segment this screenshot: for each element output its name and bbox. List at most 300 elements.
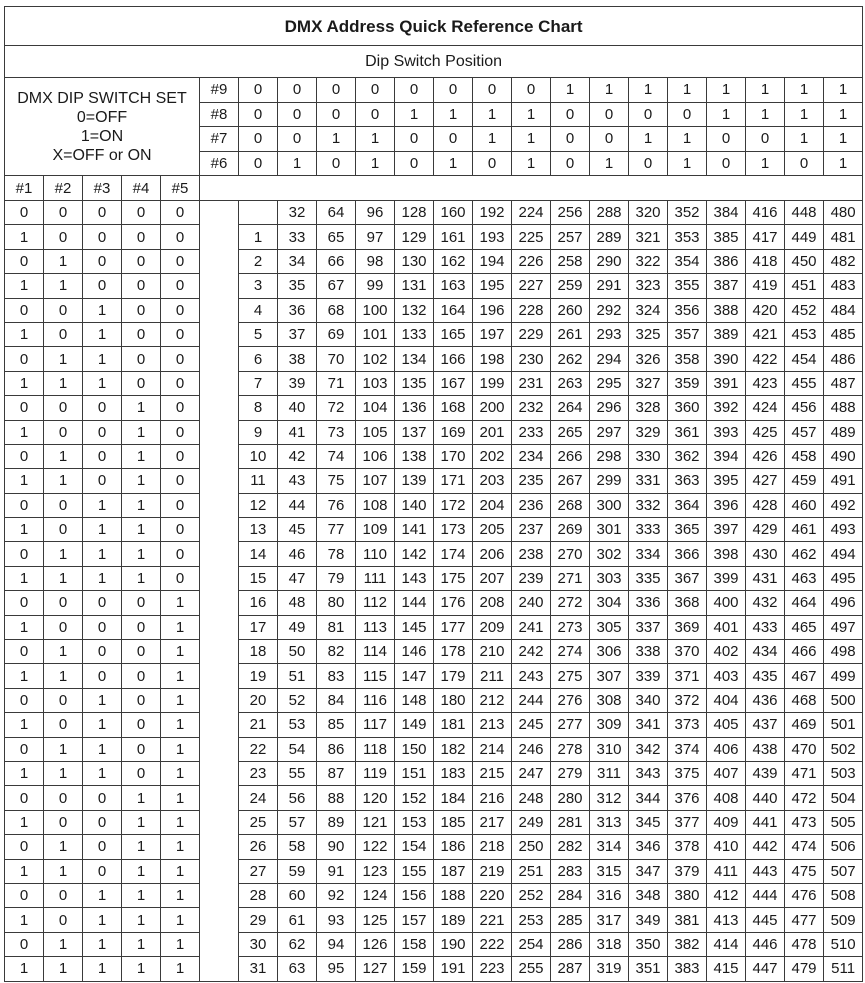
- switch-bit: 1: [5, 810, 44, 834]
- switch-bit: 0: [44, 883, 83, 907]
- address-value: 271: [551, 566, 590, 590]
- address-value: 410: [707, 835, 746, 859]
- switch-bit: 1: [122, 883, 161, 907]
- address-value: 312: [590, 786, 629, 810]
- address-value: 173: [434, 518, 473, 542]
- switch-bit: 1: [161, 835, 200, 859]
- switch-bit: 1: [629, 78, 668, 103]
- address-value: 457: [785, 420, 824, 444]
- switch-bit: 0: [5, 688, 44, 712]
- address-value: 309: [590, 713, 629, 737]
- switch-bit: 0: [5, 298, 44, 322]
- switch-bit: 0: [5, 786, 44, 810]
- address-value: 367: [668, 566, 707, 590]
- switch-bit: 0: [122, 201, 161, 225]
- switch-bit: 0: [83, 274, 122, 298]
- address-value: 143: [395, 566, 434, 590]
- address-value: 418: [746, 249, 785, 273]
- address-value: 80: [317, 591, 356, 615]
- address-value: 263: [551, 371, 590, 395]
- address-value: 354: [668, 249, 707, 273]
- address-value: 293: [590, 322, 629, 346]
- switch-bit: 1: [473, 127, 512, 152]
- switch-bit: 1: [5, 518, 44, 542]
- address-value: 488: [824, 396, 863, 420]
- address-value: 407: [707, 761, 746, 785]
- address-value: 282: [551, 835, 590, 859]
- address-value: 58: [278, 835, 317, 859]
- switch-bit: 0: [122, 225, 161, 249]
- address-value: 24: [239, 786, 278, 810]
- address-value: 324: [629, 298, 668, 322]
- address-value: 160: [434, 201, 473, 225]
- address-value: 507: [824, 859, 863, 883]
- address-value: 510: [824, 932, 863, 956]
- switch-bit: 1: [278, 151, 317, 176]
- switch-bit: 0: [512, 78, 551, 103]
- switch-bit: 0: [83, 591, 122, 615]
- address-value: 125: [356, 908, 395, 932]
- switch-bit: 1: [122, 493, 161, 517]
- switch-bit: 0: [122, 688, 161, 712]
- address-value: 489: [824, 420, 863, 444]
- switch-bit: 0: [161, 322, 200, 346]
- address-value: 338: [629, 640, 668, 664]
- address-value: 434: [746, 640, 785, 664]
- address-value: 339: [629, 664, 668, 688]
- address-value: 178: [434, 640, 473, 664]
- address-value: 391: [707, 371, 746, 395]
- address-value: 239: [512, 566, 551, 590]
- address-value: 395: [707, 469, 746, 493]
- address-value: 275: [551, 664, 590, 688]
- address-value: 17: [239, 615, 278, 639]
- switch-bit: 1: [356, 127, 395, 152]
- address-value: 216: [473, 786, 512, 810]
- switch-bit: 0: [44, 713, 83, 737]
- address-value: 411: [707, 859, 746, 883]
- address-value: 67: [317, 274, 356, 298]
- address-value: 253: [512, 908, 551, 932]
- address-value: 468: [785, 688, 824, 712]
- legend-line1: DMX DIP SWITCH SET: [17, 89, 187, 107]
- switch-bit: 0: [239, 151, 278, 176]
- switch-bit: 0: [83, 615, 122, 639]
- address-value: 486: [824, 347, 863, 371]
- address-value: 474: [785, 835, 824, 859]
- switch-bit: 1: [161, 737, 200, 761]
- address-value: 172: [434, 493, 473, 517]
- address-value: 268: [551, 493, 590, 517]
- address-value: 41: [278, 420, 317, 444]
- address-value: 329: [629, 420, 668, 444]
- address-value: 87: [317, 761, 356, 785]
- switch-bit: 0: [278, 127, 317, 152]
- address-value: 31: [239, 957, 278, 981]
- address-value: 448: [785, 201, 824, 225]
- switch-bit: 0: [5, 932, 44, 956]
- address-value: 138: [395, 444, 434, 468]
- switch-bit: 1: [5, 664, 44, 688]
- address-value: 49: [278, 615, 317, 639]
- address-value: 249: [512, 810, 551, 834]
- switch-bit: 0: [473, 151, 512, 176]
- address-value: 463: [785, 566, 824, 590]
- address-value: 84: [317, 688, 356, 712]
- address-value: 240: [512, 591, 551, 615]
- switch-bit: 0: [122, 761, 161, 785]
- address-value: 33: [278, 225, 317, 249]
- switch-label: #2: [44, 176, 83, 201]
- address-value: 473: [785, 810, 824, 834]
- switch-bit: 1: [122, 566, 161, 590]
- address-value: 128: [395, 201, 434, 225]
- address-value: 462: [785, 542, 824, 566]
- table-row: [5, 566, 863, 590]
- address-value: 210: [473, 640, 512, 664]
- switch-bit: 0: [44, 688, 83, 712]
- table-row: [5, 810, 863, 834]
- address-value: 466: [785, 640, 824, 664]
- address-value: 234: [512, 444, 551, 468]
- switch-label: #7: [200, 127, 239, 152]
- address-value: 48: [278, 591, 317, 615]
- address-value: 153: [395, 810, 434, 834]
- address-value: 177: [434, 615, 473, 639]
- switch-bit: 0: [161, 201, 200, 225]
- address-value: 266: [551, 444, 590, 468]
- table-row: [5, 688, 863, 712]
- switch-bit: 0: [551, 151, 590, 176]
- address-value: 196: [473, 298, 512, 322]
- address-value: 97: [356, 225, 395, 249]
- address-value: 343: [629, 761, 668, 785]
- address-value: 471: [785, 761, 824, 785]
- switch-bit: 0: [44, 298, 83, 322]
- address-value: 108: [356, 493, 395, 517]
- address-value: 170: [434, 444, 473, 468]
- address-value: 470: [785, 737, 824, 761]
- address-value: 400: [707, 591, 746, 615]
- switch-bit: 1: [83, 566, 122, 590]
- address-value: 409: [707, 810, 746, 834]
- address-value: 372: [668, 688, 707, 712]
- switch-bit: 1: [122, 518, 161, 542]
- switch-bit: 0: [5, 835, 44, 859]
- table-row: [5, 420, 863, 444]
- address-value: 412: [707, 883, 746, 907]
- address-value: 394: [707, 444, 746, 468]
- address-value: 151: [395, 761, 434, 785]
- address-value: 475: [785, 859, 824, 883]
- switch-bit: 0: [161, 249, 200, 273]
- address-value: 245: [512, 713, 551, 737]
- table-row: [5, 249, 863, 273]
- address-value: 272: [551, 591, 590, 615]
- address-value: 22: [239, 737, 278, 761]
- address-value: 278: [551, 737, 590, 761]
- switch-bit: 0: [5, 249, 44, 273]
- address-value: 313: [590, 810, 629, 834]
- address-value: 480: [824, 201, 863, 225]
- switch-bit: 0: [83, 201, 122, 225]
- address-value: 431: [746, 566, 785, 590]
- switch-bit: 1: [5, 761, 44, 785]
- address-value: 504: [824, 786, 863, 810]
- address-value: 347: [629, 859, 668, 883]
- address-value: 238: [512, 542, 551, 566]
- address-value: 252: [512, 883, 551, 907]
- switch-bit: 1: [44, 371, 83, 395]
- switch-bit: 1: [83, 957, 122, 981]
- address-value: 120: [356, 786, 395, 810]
- address-value: 353: [668, 225, 707, 249]
- address-value: 320: [629, 201, 668, 225]
- address-value: 199: [473, 371, 512, 395]
- address-value: 484: [824, 298, 863, 322]
- switch-bit: 1: [122, 786, 161, 810]
- address-value: 241: [512, 615, 551, 639]
- address-value: 90: [317, 835, 356, 859]
- switch-bit: 1: [161, 810, 200, 834]
- switch-bit: 1: [44, 932, 83, 956]
- switch-bit: 1: [824, 78, 863, 103]
- address-value: 158: [395, 932, 434, 956]
- address-value: 490: [824, 444, 863, 468]
- table-row: [5, 615, 863, 639]
- switch-bit: 0: [707, 151, 746, 176]
- address-value: 333: [629, 518, 668, 542]
- table-row: [5, 664, 863, 688]
- address-value: 503: [824, 761, 863, 785]
- address-value: 232: [512, 396, 551, 420]
- switch-bit: 0: [83, 664, 122, 688]
- switch-bit: 1: [83, 737, 122, 761]
- address-value: 317: [590, 908, 629, 932]
- switch-bit: 0: [122, 371, 161, 395]
- address-value: 300: [590, 493, 629, 517]
- address-value: 430: [746, 542, 785, 566]
- address-value: 342: [629, 737, 668, 761]
- address-value: 455: [785, 371, 824, 395]
- switch-bit: 1: [317, 127, 356, 152]
- address-value: 29: [239, 908, 278, 932]
- switch-bit: 1: [83, 518, 122, 542]
- switch-bit: 1: [44, 664, 83, 688]
- table-row: [5, 737, 863, 761]
- switch-bit: 1: [83, 347, 122, 371]
- switch-bit: 0: [44, 420, 83, 444]
- address-value: 133: [395, 322, 434, 346]
- switch-bit: 1: [161, 688, 200, 712]
- switch-bit: 1: [5, 274, 44, 298]
- address-value: 499: [824, 664, 863, 688]
- address-value: 421: [746, 322, 785, 346]
- address-value: 369: [668, 615, 707, 639]
- address-value: 141: [395, 518, 434, 542]
- address-value: 387: [707, 274, 746, 298]
- address-value: 89: [317, 810, 356, 834]
- switch-bit: 1: [824, 102, 863, 127]
- address-value: 19: [239, 664, 278, 688]
- address-value: 465: [785, 615, 824, 639]
- address-value: 21: [239, 713, 278, 737]
- address-value: 98: [356, 249, 395, 273]
- address-value: 246: [512, 737, 551, 761]
- address-value: 420: [746, 298, 785, 322]
- switch-bit: 0: [122, 664, 161, 688]
- address-value: 192: [473, 201, 512, 225]
- address-value: 53: [278, 713, 317, 737]
- switch-bit: 1: [122, 469, 161, 493]
- switch-bit: 1: [590, 78, 629, 103]
- address-value: 454: [785, 347, 824, 371]
- address-value: 227: [512, 274, 551, 298]
- address-value: 433: [746, 615, 785, 639]
- address-value: 221: [473, 908, 512, 932]
- address-value: 386: [707, 249, 746, 273]
- address-value: 464: [785, 591, 824, 615]
- address-value: 219: [473, 859, 512, 883]
- switch-bit: 1: [83, 493, 122, 517]
- address-value: 496: [824, 591, 863, 615]
- switch-bit: 0: [44, 908, 83, 932]
- address-value: 235: [512, 469, 551, 493]
- address-value: 501: [824, 713, 863, 737]
- address-value: 213: [473, 713, 512, 737]
- switch-bit: 1: [824, 151, 863, 176]
- address-value: 307: [590, 664, 629, 688]
- switch-bit: 0: [161, 518, 200, 542]
- address-value: 188: [434, 883, 473, 907]
- address-value: 453: [785, 322, 824, 346]
- switch-bit: 0: [83, 420, 122, 444]
- address-value: 100: [356, 298, 395, 322]
- switch-bit: 1: [746, 151, 785, 176]
- address-value: 190: [434, 932, 473, 956]
- address-value: 182: [434, 737, 473, 761]
- address-value: 134: [395, 347, 434, 371]
- switch-bit: 1: [5, 957, 44, 981]
- switch-bit: 1: [44, 347, 83, 371]
- address-value: 256: [551, 201, 590, 225]
- switch-bit: 0: [707, 127, 746, 152]
- address-value: 479: [785, 957, 824, 981]
- address-value: 63: [278, 957, 317, 981]
- address-value: 121: [356, 810, 395, 834]
- address-value: 7: [239, 371, 278, 395]
- address-value: 355: [668, 274, 707, 298]
- address-value: 287: [551, 957, 590, 981]
- address-value: 388: [707, 298, 746, 322]
- address-value: 348: [629, 883, 668, 907]
- address-value: 401: [707, 615, 746, 639]
- address-value: 65: [317, 225, 356, 249]
- address-value: 94: [317, 932, 356, 956]
- switch-bit: 1: [161, 957, 200, 981]
- address-value: 76: [317, 493, 356, 517]
- switch-bit: 0: [161, 274, 200, 298]
- switch-bit: 0: [161, 396, 200, 420]
- switch-bit: 1: [5, 420, 44, 444]
- switch-bit: 0: [5, 201, 44, 225]
- switch-bit: 1: [5, 713, 44, 737]
- address-value: 397: [707, 518, 746, 542]
- address-value: 147: [395, 664, 434, 688]
- address-value: 112: [356, 591, 395, 615]
- legend-line2: 0=OFF: [76, 108, 128, 126]
- address-value: 483: [824, 274, 863, 298]
- address-value: 131: [395, 274, 434, 298]
- address-value: 149: [395, 713, 434, 737]
- switch-label: #8: [200, 102, 239, 127]
- address-value: 314: [590, 835, 629, 859]
- switch-bit: 1: [122, 908, 161, 932]
- address-value: 9: [239, 420, 278, 444]
- address-value: 135: [395, 371, 434, 395]
- address-value: 443: [746, 859, 785, 883]
- switch-bit: 1: [83, 371, 122, 395]
- switch-bit: 1: [590, 151, 629, 176]
- address-value: 415: [707, 957, 746, 981]
- address-value: 247: [512, 761, 551, 785]
- address-value: 64: [317, 201, 356, 225]
- switch-bit: 0: [161, 298, 200, 322]
- address-value: 30: [239, 932, 278, 956]
- address-value: 195: [473, 274, 512, 298]
- switch-bit: 1: [785, 127, 824, 152]
- address-value: 393: [707, 420, 746, 444]
- switch-bit: 1: [161, 713, 200, 737]
- address-value: 74: [317, 444, 356, 468]
- switch-bit: 1: [122, 542, 161, 566]
- chart-title: DMX Address Quick Reference Chart: [5, 7, 863, 46]
- address-value: 14: [239, 542, 278, 566]
- address-value: 184: [434, 786, 473, 810]
- address-value: 316: [590, 883, 629, 907]
- switch-bit: 1: [161, 640, 200, 664]
- address-value: 261: [551, 322, 590, 346]
- address-value: 167: [434, 371, 473, 395]
- switch-bit: 1: [44, 542, 83, 566]
- address-value: 105: [356, 420, 395, 444]
- address-value: 148: [395, 688, 434, 712]
- address-value: 452: [785, 298, 824, 322]
- switch-bit: 1: [395, 102, 434, 127]
- address-value: 119: [356, 761, 395, 785]
- address-value: 404: [707, 688, 746, 712]
- address-value: 3: [239, 274, 278, 298]
- switch-bit: 1: [707, 102, 746, 127]
- table-row: [5, 225, 863, 249]
- address-value: 492: [824, 493, 863, 517]
- switch-bit: 0: [122, 737, 161, 761]
- address-value: 211: [473, 664, 512, 688]
- address-value: 379: [668, 859, 707, 883]
- address-value: 218: [473, 835, 512, 859]
- gap-column: [200, 201, 239, 982]
- switch-bit: 0: [44, 225, 83, 249]
- switch-bit: 0: [122, 713, 161, 737]
- address-value: 298: [590, 444, 629, 468]
- switch-bit: 0: [395, 127, 434, 152]
- address-value: 166: [434, 347, 473, 371]
- switch-bit: 0: [122, 274, 161, 298]
- switch-bit: 0: [122, 591, 161, 615]
- address-value: 231: [512, 371, 551, 395]
- address-value: 385: [707, 225, 746, 249]
- address-value: 163: [434, 274, 473, 298]
